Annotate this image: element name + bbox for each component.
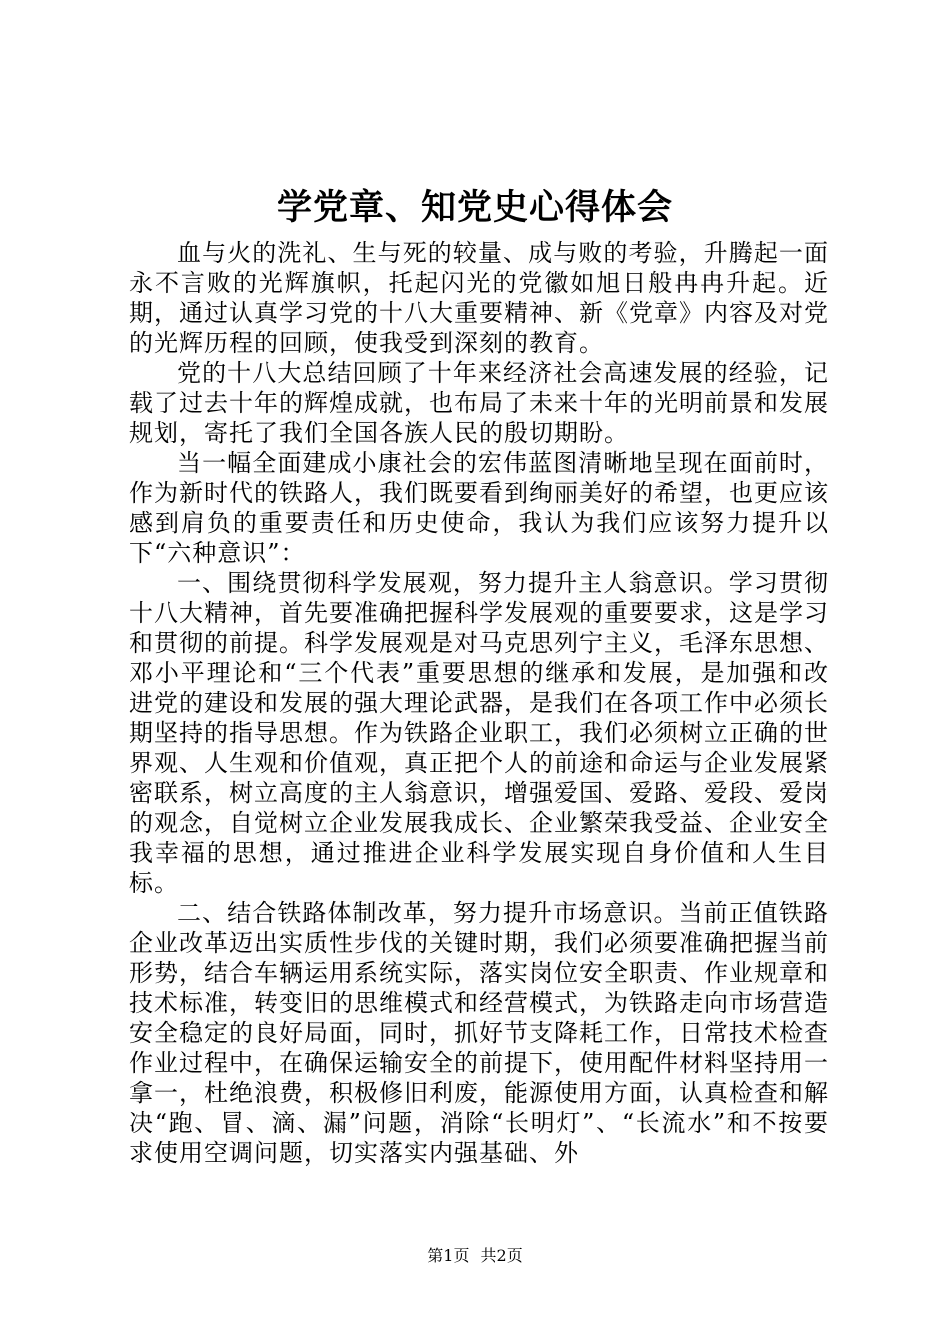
paragraph: 一、围绕贯彻科学发展观，努力提升主人翁意识。学习贯彻十八大精神，首先要准确把握科学发展观的重要要求，这是学习和贯彻的前提。科学发展观是对马克思列宁主义，毛泽东思想、邓小平理论和“三个代表”重要思想的继承和发展，是加强和改进党的建设和发展的强大理论武器，是我们在各项工作中必须长期坚持的指导思想。作为铁路企业职工，我们必须树立正确的世界观、人生观和价值观，真正把个人的前途和命运与企业发展紧密联系，树立高度的主人翁意识，增强爱国、爱路、爱段、爱岗的观念，自觉树立企业发展我成长、企业繁荣我受益、企业安全我幸福的思想，通过推进企业科学发展实现自身价值和人生目标。 <box>129 569 829 897</box>
page-total: 共2页 <box>480 1246 523 1265</box>
document-title: 学党章、知党史心得体会 <box>276 187 673 228</box>
page-footer <box>0 1245 950 1267</box>
document-body <box>129 238 829 1168</box>
paragraph: 二、结合铁路体制改革，努力提升市场意识。当前正值铁路企业改革迈出实质性步伐的关键时期，我们必须要准确把握当前形势，结合车辆运用系统实际，落实岗位安全职责、作业规章和技术标准，转变旧的思维模式和经营模式，为铁路走向市场营造安全稳定的良好局面，同时，抓好节支降耗工作，日常技术检查作业过程中，在确保运输安全的前提下，使用配件材料坚持用一拿一，杜绝浪费，积极修旧利废，能源使用方面，认真检查和解决“跑、冒、滴、漏”问题，消除“长明灯”、“长流水”和不按要求使用空调问题，切实落实内强基础、外 <box>129 899 829 1167</box>
paragraph: 血与火的洗礼、生与死的较量、成与败的考验，升腾起一面永不言败的光辉旗帜，托起闪光的党徽如旭日般冉冉升起。近期，通过认真学习党的十八大重要精神、新《党章》内容及对党的光辉历程的回顾，使我受到深刻的教育。 <box>129 239 829 357</box>
paragraph: 当一幅全面建成小康社会的宏伟蓝图清晰地呈现在面前时，作为新时代的铁路人，我们既要看到绚丽美好的希望，也更应该感到肩负的重要责任和历史使命，我认为我们应该努力提升以下“六种意识”： <box>129 449 829 567</box>
page-number: 第1页 <box>427 1246 470 1265</box>
paragraph: 党的十八大总结回顾了十年来经济社会高速发展的经验，记载了过去十年的辉煌成就，也布局了未来十年的光明前景和发展规划，寄托了我们全国各族人民的殷切期盼。 <box>129 359 829 447</box>
